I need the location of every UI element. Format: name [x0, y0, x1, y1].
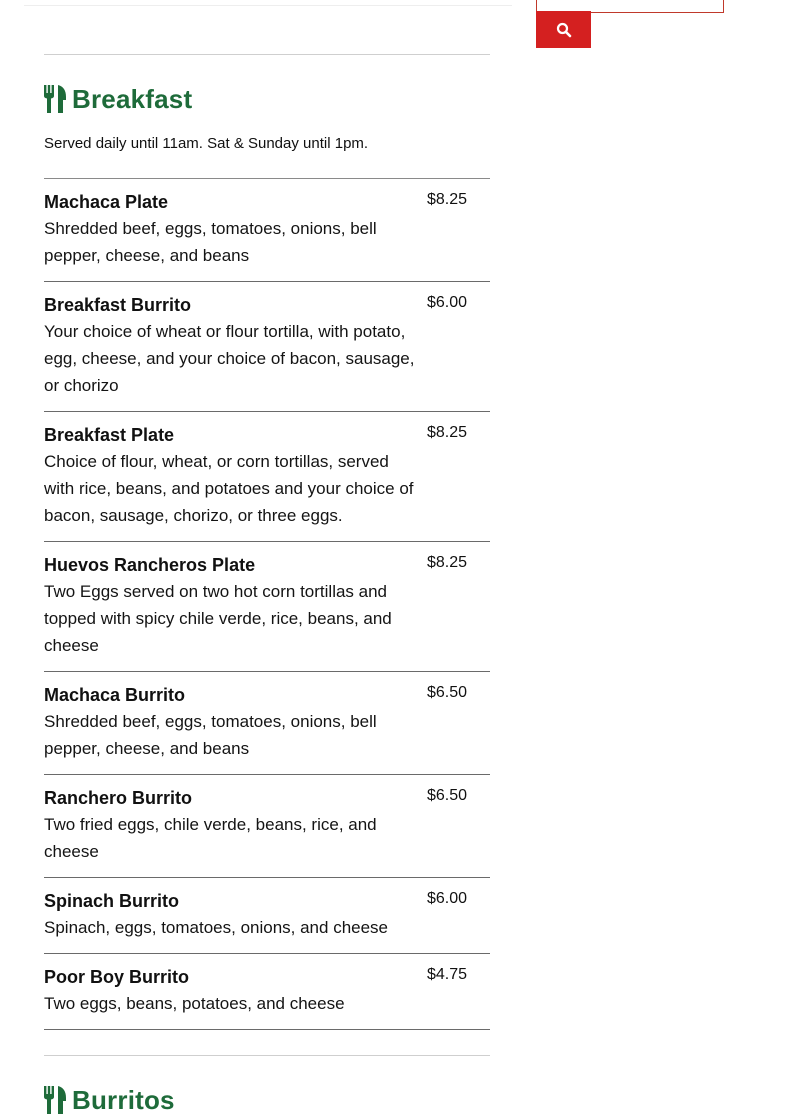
section-divider	[44, 1055, 490, 1056]
item-price: $6.00	[427, 890, 468, 907]
item-name: Breakfast Burrito	[44, 295, 192, 315]
menu-item	[44, 672, 490, 775]
item-price: $8.25	[427, 554, 468, 571]
menu-list	[44, 178, 490, 1030]
item-description: Two Eggs served on two hot corn tortillas and topped with spicy chile verde, rice, beans, and cheese	[44, 582, 392, 655]
item-description: Your choice of wheat or flour tortilla, with potato, egg, cheese, and your choice of bacon, sausage, or chorizo	[44, 322, 415, 395]
item-price: $6.00	[427, 294, 468, 311]
item-name: Huevos Rancheros Plate	[44, 555, 256, 575]
breakfast-heading	[44, 84, 490, 114]
item-price: $8.25	[427, 424, 468, 441]
item-description: Shredded beef, eggs, tomatoes, onions, bell pepper, cheese, and beans	[44, 712, 377, 758]
item-name: Poor Boy Burrito	[44, 967, 190, 987]
burritos-heading	[44, 1085, 490, 1115]
search-button[interactable]	[536, 11, 591, 48]
item-name: Spinach Burrito	[44, 891, 180, 911]
section-note: Served daily until 11am. Sat & Sunday until 1pm.	[44, 135, 369, 152]
item-name: Machaca Plate	[44, 192, 169, 212]
item-name: Machaca Burrito	[44, 685, 186, 705]
item-description: Shredded beef, eggs, tomatoes, onions, bell pepper, cheese, and beans	[44, 219, 377, 265]
menu-item	[44, 412, 490, 542]
item-name: Breakfast Plate	[44, 425, 175, 445]
search-icon	[556, 22, 572, 38]
section-title: Breakfast	[72, 84, 193, 114]
menu-item	[44, 282, 490, 412]
item-description: Choice of flour, wheat, or corn tortillas, served with rice, beans, and potatoes and your choice of bacon, sausage, chorizo, or three eggs.	[44, 452, 414, 525]
menu-item	[44, 775, 490, 878]
item-price: $4.75	[427, 966, 468, 983]
burritos-section	[44, 1055, 490, 1115]
item-description: Two fried eggs, chile verde, beans, rice, and cheese	[44, 815, 377, 861]
section-title: Burritos	[72, 1085, 175, 1115]
menu-item	[44, 542, 490, 672]
item-description: Spinach, eggs, tomatoes, onions, and cheese	[44, 918, 389, 937]
item-price: $6.50	[427, 684, 468, 701]
fork-knife-icon	[44, 85, 68, 113]
fork-knife-icon	[44, 1086, 68, 1114]
item-price: $6.50	[427, 787, 468, 804]
item-price: $8.25	[427, 191, 468, 208]
menu-content	[44, 54, 490, 1115]
menu-item	[44, 179, 490, 282]
top-divider	[24, 5, 512, 6]
menu-item	[44, 954, 490, 1030]
item-name: Ranchero Burrito	[44, 788, 193, 808]
menu-item	[44, 878, 490, 954]
section-divider	[44, 54, 490, 55]
item-description: Two eggs, beans, potatoes, and cheese	[44, 994, 345, 1013]
